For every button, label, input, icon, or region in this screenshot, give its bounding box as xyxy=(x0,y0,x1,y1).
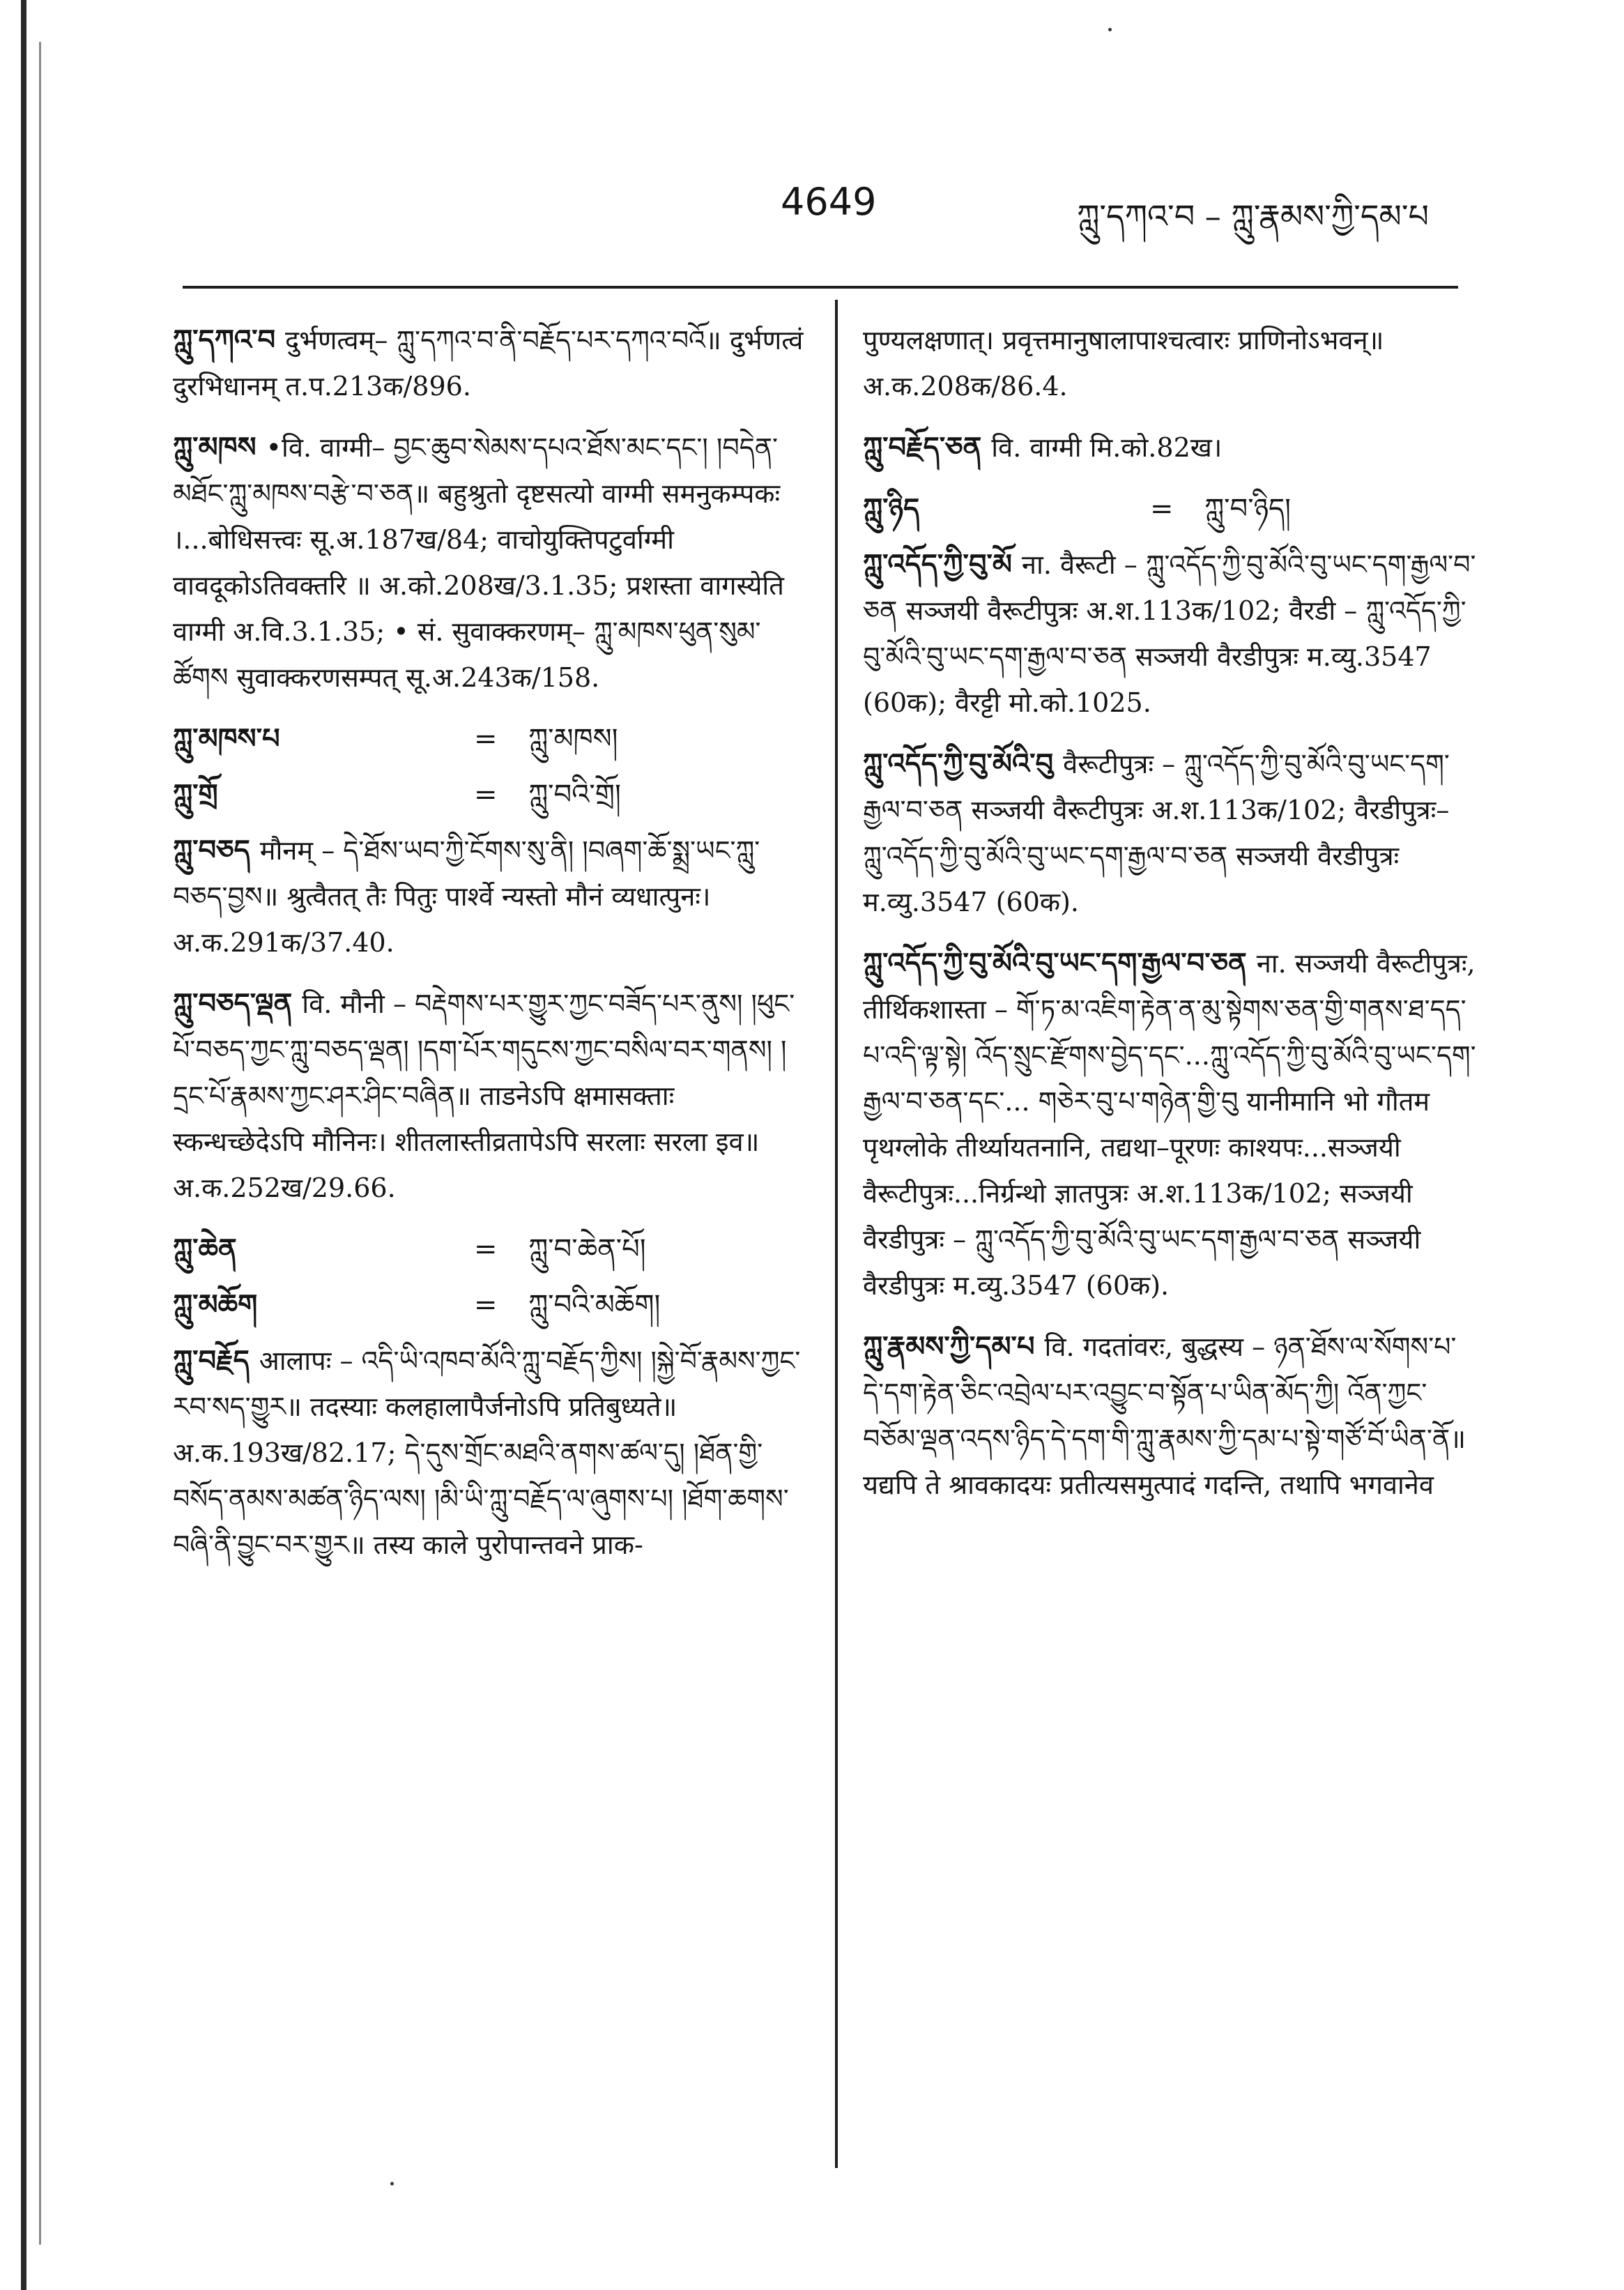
dictionary-entry xyxy=(863,940,1476,1308)
dictionary-entry xyxy=(173,981,811,1211)
headword: ཀླུ་ཆེན xyxy=(173,1232,237,1265)
scan-speck xyxy=(390,2182,394,2185)
headword: ཀླུ་མཁས་པ xyxy=(173,722,280,755)
dictionary-entry xyxy=(863,425,1476,471)
cross-reference-entry xyxy=(173,716,811,762)
entry-body: ना. सञ्जयी वैरूटीपुत्रः, तीर्थिकशास्ता – གོ་ཏ་མ་འཇིག་རྟེན་ན་མུ་སྟེགས་ཅན་གྱི་གནས་ཐ་དད་པ་འདི་ལྟ་སྟེ། འོད་སྲུང་རྫོགས་བྱེད་དང་...ཀླུ་འདོད་ཀྱི་བུ་མོའི་བུ་ཡང་དག་རྒྱལ་བ་ཅན་དང་... གཅེར་བུ་པ་གཉེན་གྱི་བུ यानीमानि भो गौतम पृथग्लोके तीर्थ्यायतनानि, तद्यथा–पूरणः काश्यपः...सञ्जयी वैरूटीपुत्रः...निर्ग्रन्थो ज्ञातपुत्रः अ.श.113क/102; सञ्जयी वैरडीपुत्रः – ཀླུ་འདོད་ཀྱི་བུ་མོའི་བུ་ཡང་དག་རྒྱལ་བ་ཅན सञ्जयी वैरडीपुत्रः म.व्यु.3547 (60क). xyxy=(863,948,1476,1301)
headword: ཀླུ་འདོད་ཀྱི་བུ་མོའི་བུ་ཡང་དག་རྒྱལ་བ་ཅན xyxy=(863,947,1257,979)
equals-sign: = xyxy=(1150,493,1174,525)
binding-edge xyxy=(21,0,26,2290)
right-column xyxy=(863,317,1476,1523)
equals-sign: = xyxy=(474,1233,498,1265)
headword: ཀླུ་མཁས xyxy=(173,431,266,464)
page-number: 4649 xyxy=(781,180,877,224)
cross-reference-target: ཀླུ་བའི་མཆོག། xyxy=(528,1289,661,1321)
cross-reference-entry xyxy=(173,1282,811,1328)
headword: ཀླུ་དཀའ་བ xyxy=(173,323,286,356)
entry-body: वि. गदतांवरः, बुद्धस्य – ཉན་ཐོས་ལ་སོགས་པ་དེ་དག་རྟེན་ཅིང་འབྲེལ་པར་འབྱུང་བ་སྟོན་པ་ཡིན་མོད་ཀྱི། འོན་ཀྱང་བཅོམ་ལྡན་འདས་ཉིད་དེ་དག་གི་ཀླུ་རྣམས་ཀྱི་དམ་པ་སྟེ་གཙོ་བོ་ཡིན་ནོ॥ यद्यपि ते श्रावकादयः प्रतीत्यसमुत्पादं गदन्ति, तथापि भगवानेव xyxy=(863,1331,1466,1500)
entry-body: •वि. वाग्मी– བྱང་ཆུབ་སེམས་དཔའ་ཐོས་མང་དང་། །བདེན་མཐོང་ཀླུ་མཁས་བརྩེ་བ་ཅན॥ बहुश्रुतो दृष्टसत्यो वाग्मी समनुकम्पकः ।...बोधिसत्त्वः सू.अ.187ख/84; वाचोयुक्तिपटुर्वाग्मी वावदूकोऽतिवक्तरि ॥ अ.को.208ख/3.1.35; प्रशस्ता वागस्येति वाग्मी अ.वि.3.1.35; • सं. सुवाक्करणम्– ཀླུ་མཁས་ཕུན་སུམ་ཚོགས सुवाक्करणसम्पत् सू.अ.243क/158. xyxy=(173,432,784,693)
dictionary-entry xyxy=(863,317,1476,409)
dictionary-entry xyxy=(173,1338,811,1568)
dictionary-entry xyxy=(863,741,1476,925)
cross-reference-entry xyxy=(863,486,1476,532)
binding-shadow xyxy=(39,42,41,2245)
headword: ཀླུ་མཆོག xyxy=(173,1288,258,1321)
headword: ཀླུ་བརྗོད་ཅན xyxy=(863,431,992,464)
headword: ཀླུ་བརྗོད xyxy=(173,1344,259,1377)
dictionary-entry xyxy=(863,1324,1476,1508)
equals-sign: = xyxy=(474,779,498,811)
headword: ཀླུ་བཅད་ལྡན xyxy=(173,987,302,1020)
cross-reference-entry xyxy=(173,1226,811,1272)
headword: ཀླུ་ཉིད xyxy=(863,492,920,525)
entry-body: वैरूटीपुत्रः – ཀླུ་འདོད་ཀྱི་བུ་མོའི་བུ་ཡང་དག་རྒྱལ་བ་ཅན सञ्जयी वैरूटीपुत्रः अ.श.113क/102; वैरडीपुत्रः– ཀླུ་འདོད་ཀྱི་བུ་མོའི་བུ་ཡང་དག་རྒྱལ་བ་ཅན सञ्जयी वैरडीपुत्रः म.व्यु.3547 (60क). xyxy=(863,749,1450,917)
entry-body: दुर्भणत्वम्– ཀླུ་དཀའ་བ་ནི་བརྗོད་པར་དཀའ་བའོ॥ दुर्भणत्वं दुरभिधानम् त.प.213क/896. xyxy=(173,325,804,402)
equals-sign: = xyxy=(474,1289,498,1321)
equals-sign: = xyxy=(474,723,498,755)
dictionary-entry xyxy=(173,425,811,701)
entry-body: पुण्यलक्षणात्। प्रवृत्तमानुषालापाश्चत्वारः प्राणिनोऽभवन्॥ अ.क.208क/86.4. xyxy=(863,325,1384,402)
cross-reference-target: ཀླུ་བ་ཉིད། xyxy=(1204,493,1292,525)
headword: ཀླུ་འདོད་ཀྱི་བུ་མོའི་བུ xyxy=(863,747,1064,780)
column-divider xyxy=(835,300,838,2168)
entry-body: ना. वैरूटी – ཀླུ་འདོད་ཀྱི་བུ་མོའི་བུ་ཡང་དག་རྒྱལ་བ་ཅན सञ्जयी वैरूटीपुत्रः अ.श.113क/102; वैरडी – ཀླུ་འདོད་ཀྱི་བུ་མོའི་བུ་ཡང་དག་རྒྱལ་བ་ཅན सञ्जयी वैरडीपुत्रः म.व्यु.3547 (60क); वैरट्टी मो.को.1025. xyxy=(863,549,1476,718)
dictionary-entry xyxy=(863,542,1476,726)
headword: ཀླུ་བཅད xyxy=(173,834,260,867)
headword: ཀླུ་རྣམས་ཀྱི་དམ་པ xyxy=(863,1330,1045,1363)
cross-reference-entry xyxy=(173,772,811,818)
cross-reference-target: ཀླུ་བ་ཆེན་པོ། xyxy=(528,1233,646,1265)
left-column xyxy=(173,317,811,1583)
running-head: ཀླུ་དཀའ་བ – ཀླུ་རྣམས་ཀྱི་དམ་པ xyxy=(1077,197,1429,235)
dictionary-entry xyxy=(173,317,811,409)
dictionary-entry xyxy=(173,827,811,965)
headword: ཀླུ་འདོད་ཀྱི་བུ་མོ xyxy=(863,548,1022,581)
headword: ཀླུ་གྲོ xyxy=(173,778,218,811)
scan-speck xyxy=(1108,28,1112,31)
page-header xyxy=(0,174,1624,237)
cross-reference-target: ཀླུ་བའི་གྲོ། xyxy=(528,779,621,811)
entry-body: मौनम् – དེ་ཐོས་ཡབ་ཀྱི་ངོགས་སུ་ནི། །བཞག་ཆོ་སྨྲ་ཡང་ཀླུ་བཅད་བྱས॥ श्रुत्वैतत् तैः पितुः पार्श्वे न्यस्तो मौनं व्यधात्पुनः। अ.क.291क/37.40. xyxy=(173,835,760,958)
entry-body: वि. मौनी – བརྡེགས་པར་གྱུར་ཀྱང་བཟོད་པར་ནུས། །ཕུང་པོ་བཅད་ཀྱང་ཀླུ་བཅད་ལྡན། །དག་པོར་གདུངས་ཀྱང་བསིལ་བར་གནས། །དྲང་པོ་རྣམས་ཀྱང་ཤར་ཤིང་བཞིན॥ ताडनेऽपि क्षमासक्ताः स्कन्धच्छेदेऽपि मौनिनः। शीतलास्तीव्रतापेऽपि सरलाः सरला इव॥ अ.क.252ख/29.66. xyxy=(173,988,795,1203)
entry-body: वि. वाग्मी मि.को.82ख। xyxy=(991,432,1223,463)
cross-reference-target: ཀླུ་མཁས། xyxy=(528,723,618,755)
entry-body: आलापः – འདི་ཡི་འཁབ་མོའི་ཀླུ་བརྗོད་ཀྱིས། །སྐྱེ་བོ་རྣམས་ཀྱང་རབ་སད་གྱུར॥ तदस्याः कलहालापैर्जनोऽपि प्रतिबुध्यते॥ अ.क.193ख/82.17; དེ་དུས་གྲོང་མཐའི་ནགས་ཚལ་དུ། །ཐོན་གྱི་བསོད་ནམས་མཚན་ཉིད་ལས། །མི་ཡི་ཀླུ་བརྗོད་ལ་ཞུགས་པ། །ཐོག་ཆགས་བཞི་ནི་བྱུང་བར་གྱུར॥ तस्य काले पुरोपान्तवने प्राक- xyxy=(173,1345,801,1560)
header-rule xyxy=(183,286,1458,289)
